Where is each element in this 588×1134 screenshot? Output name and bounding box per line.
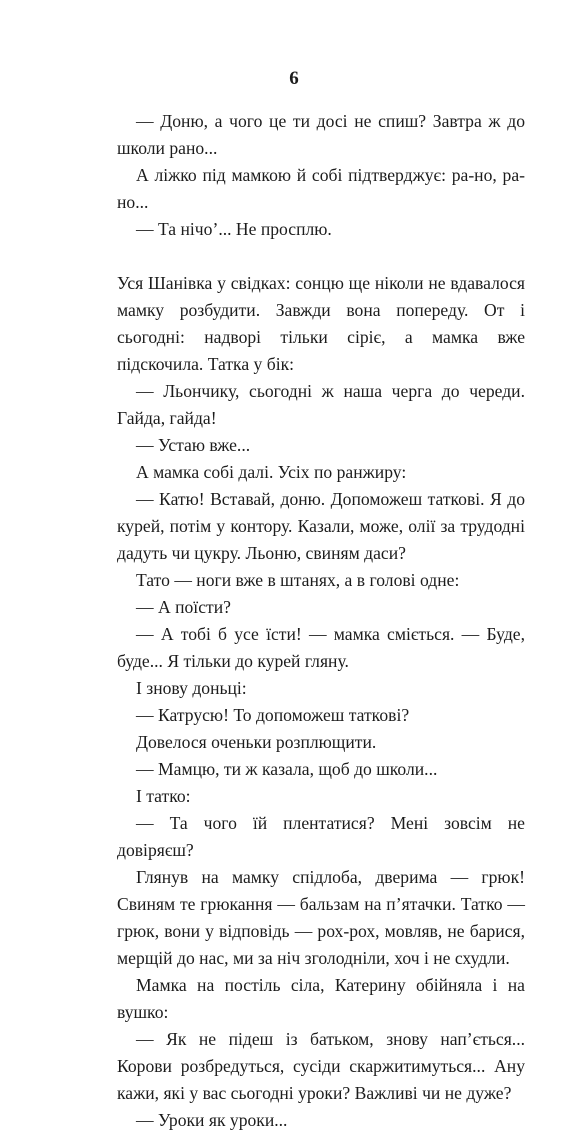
book-text bbox=[117, 108, 525, 1134]
paragraph: — Доню, а чого це ти досі не спиш? Завтра ж до школи рано... bbox=[117, 111, 525, 158]
paragraph: — Мамцю, ти ж казала, щоб до школи... bbox=[136, 759, 438, 779]
paragraph: А ліжко під мамкою й собі підтверджує: ра-но, ра-но... bbox=[117, 165, 525, 212]
paragraph: — Катрусю! То допоможеш таткові? bbox=[136, 705, 410, 725]
paragraph: А мамка собі далі. Усіх по ранжиру: bbox=[136, 462, 407, 482]
paragraph: — Льончику, сьогодні ж наша черга до череди. Гайда, гайда! bbox=[117, 381, 525, 428]
paragraph: — А тобі б усе їсти! — мамка сміється. — Буде, буде... Я тільки до курей гляну. bbox=[117, 624, 525, 671]
paragraph: — Уроки як уроки... bbox=[136, 1110, 288, 1130]
section-break bbox=[117, 243, 525, 270]
paragraph: Глянув на мамку спідлоба, дверима — грюк! Свиням те грюкання — бальзам на п’ятачки. Татко — грюк, вони у відповідь — рох-рох, мовляв, не барися, мерщій до нас, ми за ніч зголодніли, хоч і не схудли. bbox=[117, 867, 525, 968]
paragraph: — Як не підеш із батьком, знову нап’ється... Корови розбредуться, сусіди скаржитимуться... Ану кажи, які у вас сьогодні уроки? Важливі чи не дуже? bbox=[117, 1029, 525, 1103]
paragraph: І знову доньці: bbox=[136, 678, 247, 698]
paragraph: І татко: bbox=[136, 786, 191, 806]
paragraph: Мамка на постіль сіла, Катерину обійняла і на вушко: bbox=[117, 975, 525, 1022]
paragraph: — А поїсти? bbox=[136, 597, 231, 617]
paragraph: Довелося оченьки розплющити. bbox=[136, 732, 377, 752]
page-number: 6 bbox=[289, 68, 299, 89]
paragraph: — Та нічо’... Не просплю. bbox=[136, 219, 332, 239]
paragraph: — Катю! Вставай, доню. Допоможеш таткові. Я до курей, потім у контору. Казали, може, олії за трудодні дадуть чи цукру. Льоню, свиням даси? bbox=[117, 489, 525, 563]
paragraph: Уся Шанівка у свідках: сонцю ще ніколи не вдавалося мамку розбудити. Завжди вона попереду. От і сьогодні: надворі тільки сіріє, а мамка вже підскочила. Татка у бік: bbox=[117, 273, 525, 374]
paragraph: — Та чого їй плентатися? Мені зовсім не довіряєш? bbox=[117, 813, 525, 860]
paragraph: — Устаю вже... bbox=[136, 435, 251, 455]
paragraph: Тато — ноги вже в штанях, а в голові одне: bbox=[136, 570, 460, 590]
